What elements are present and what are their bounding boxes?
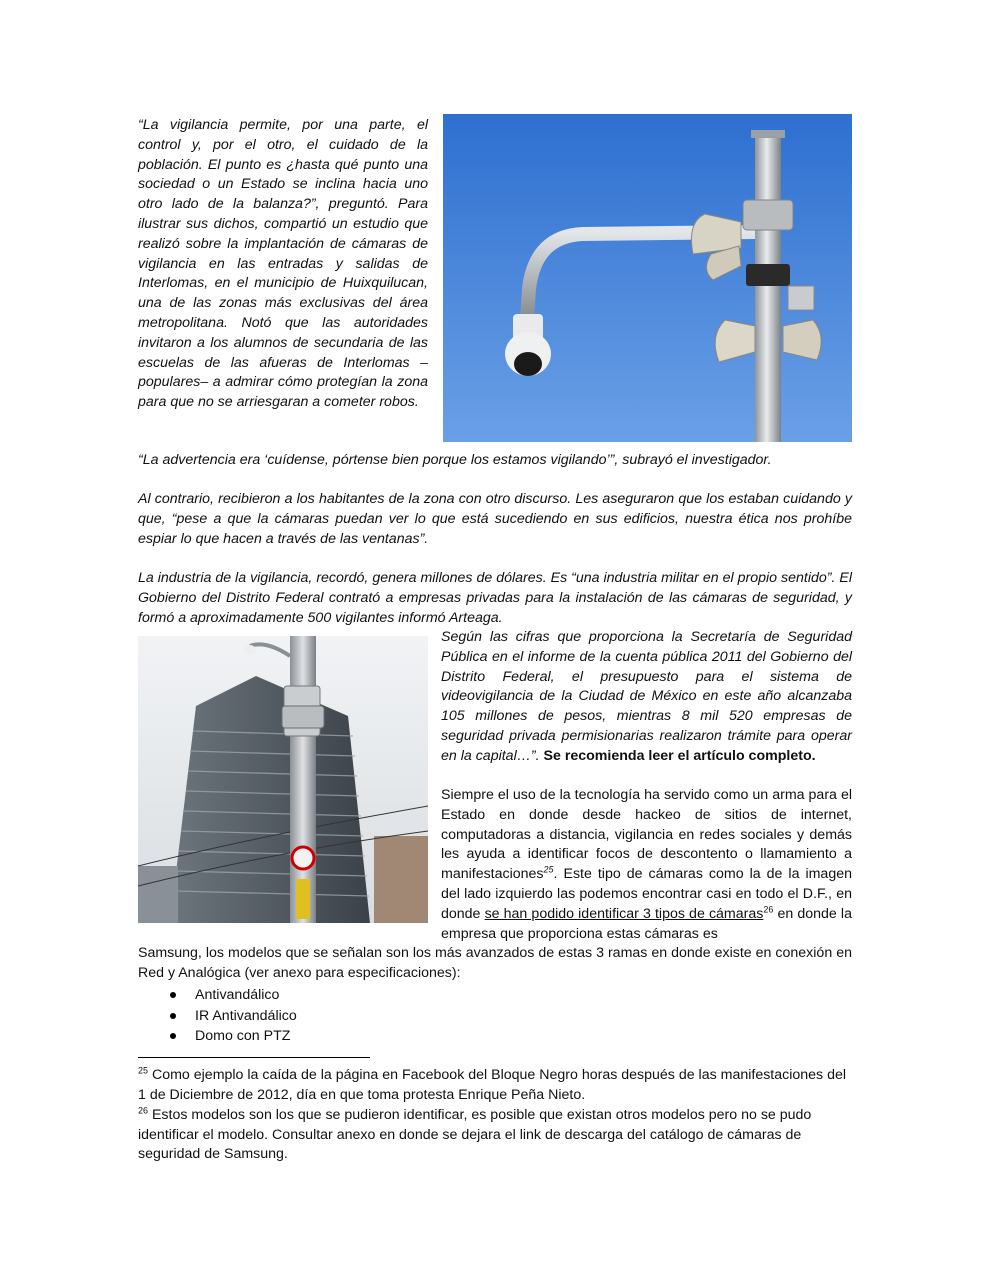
- building-camera-photo: [138, 636, 428, 923]
- footnote-number: 25: [138, 1065, 149, 1076]
- technology-continuation: Samsung, los modelos que se señalan son los más avanzados de estas 3 ramas en donde existe en conexión en Red y Analógica (ver anexo para especificaciones):: [138, 945, 852, 981]
- budget-quote: Según las cifras que proporciona la Secretaría de Seguridad Pública en el informe de la cuenta pública 2011 del Gobierno del Distrito Federal, el presupuesto para el sistema de videovigilancia de la Ciudad de México en este año alcanzaba 105 millones de pesos, mientras 8 mil 520 empresas de seguridad privada permisionarias realizaron trámite para operar en la capital…”.: [441, 629, 852, 764]
- list-item: IR Antivandálico: [168, 1006, 297, 1027]
- list-item: Domo con PTZ: [168, 1026, 297, 1047]
- recommend-reading: Se recomienda leer el artículo completo.: [543, 747, 816, 764]
- footnote-text: Estos modelos son los que se pudieron identificar, es posible que existan otros modelos pero no se pudo identificar el modelo. Consultar anexo en donde se dejara el link de descarga del catálogo de cámaras de seguridad de Samsung.: [138, 1107, 812, 1163]
- footnote-separator: [138, 1057, 370, 1058]
- footnote-26: [138, 1106, 850, 1165]
- camera-models-list: [168, 985, 297, 1047]
- technology-text-2: . Este tipo de cámaras como la de la imagen del lado izquierdo las podemos encontrar casi en todo el D.F., en donde: [441, 866, 852, 922]
- technology-text-1: Siempre el uso de la tecnología ha servido como un arma para el Estado en donde desde hackeo de sitios de internet, computadoras a distancia, vigilancia en redes sociales y demás les ayuda a identificar focos de descontento o llamamiento a manifestaciones: [441, 787, 852, 883]
- footnote-25: [138, 1066, 850, 1105]
- warning-quote: “La advertencia era ‘cuídense, pórtense bien porque los estamos vigilando’”, subrayó el investigador.: [138, 452, 772, 468]
- building-illustration: [138, 636, 428, 923]
- technology-text-3: en donde la empresa que proporciona estas cámaras es: [441, 905, 852, 942]
- footnote-ref-25[interactable]: 25: [543, 864, 554, 875]
- camera-pole-illustration: [443, 114, 852, 442]
- camera-types-link[interactable]: se han podido identificar 3 tipos de cámaras: [484, 905, 764, 922]
- technology-paragraph: [441, 786, 852, 944]
- residents-paragraph: Al contrario, recibieron a los habitantes de la zona con otro discurso. Les aseguraron que los estaban cuidando y que, “pese a que la cámaras puedan ver lo que está sucediendo en sus edificios, nuestra ética nos prohíbe espiar lo que hacen a través de las ventanas”.: [138, 491, 852, 547]
- quote-paragraph: “La vigilancia permite, por una parte, el control y, por el otro, el cuidado de la población. El punto es ¿hasta qué punto una sociedad o un Estado se inclina hacia uno otro lado de la balanza?”, preguntó. Para ilustrar sus dichos, compartió un estudio que realizó sobre la implantación de cámaras de vigilancia en las entradas y salidas de Interlomas, en el municipio de Huixquilucan, una de las zonas más exclusivas del área metropolitana. Notó que las autoridades invitaron a los alumnos de secundaria de las escuelas de las afueras de Interlomas –populares– a admirar cómo protegían la zona para que no se arriesgaran a cometer robos.: [138, 117, 428, 411]
- footnote-text: Como ejemplo la caída de la página en Facebook del Bloque Negro horas después de las manifestaciones del 1 de Diciembre de 2012, día en que toma protesta Enrique Peña Nieto.: [138, 1067, 847, 1103]
- budget-paragraph: [441, 628, 852, 767]
- footnote-number: 26: [138, 1105, 149, 1116]
- camera-pole-photo: [443, 114, 852, 442]
- list-item: Antivandálico: [168, 985, 297, 1006]
- industry-paragraph: La industria de la vigilancia, recordó, genera millones de dólares. Es “una industria militar en el propio sentido”. El Gobierno del Distrito Federal contrató a empresas privadas para la instalación de las cámaras de seguridad, y formó a aproximadamente 500 vigilantes informó Arteaga.: [138, 570, 852, 626]
- footnote-ref-26[interactable]: 26: [763, 904, 774, 915]
